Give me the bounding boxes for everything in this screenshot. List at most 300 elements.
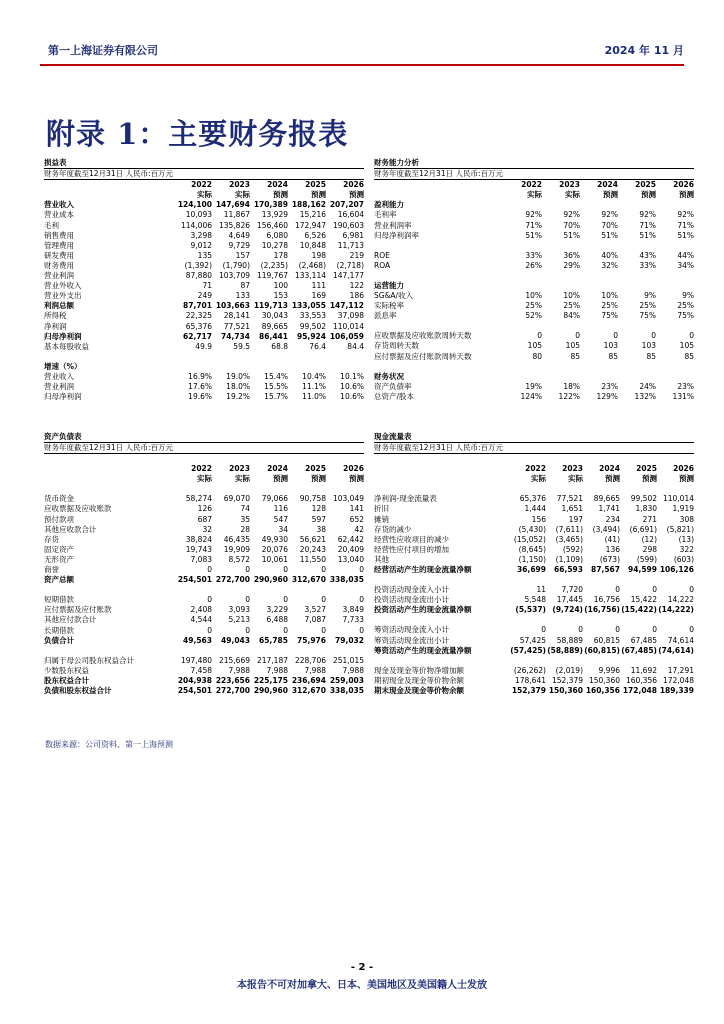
- cell-value: 105: [527, 341, 542, 351]
- cell-value: 119,713: [253, 301, 288, 311]
- table-row: [44, 666, 364, 676]
- cell-value: 189,339: [659, 685, 694, 695]
- year-header-row: [374, 464, 694, 474]
- table-row: [44, 261, 364, 271]
- cell-value: 85: [570, 351, 580, 361]
- cell-value: 29%: [563, 260, 580, 270]
- cell-value: 56,621: [299, 534, 326, 544]
- cell-value: [580, 372, 618, 382]
- cell-value: 20,409: [337, 544, 364, 554]
- cell-value: 65,785: [259, 635, 288, 645]
- cell-value: 实际: [235, 474, 250, 484]
- cell-value: 71%: [677, 220, 694, 230]
- row-label: 资产总额: [44, 575, 74, 585]
- cash-flow-statement: [374, 432, 694, 696]
- cell-value: 122: [349, 281, 364, 291]
- cell-value: 95,924: [297, 331, 326, 341]
- type-header-row: [44, 474, 364, 484]
- cell-value: 188,162: [291, 200, 326, 210]
- spacer-row: [44, 484, 364, 494]
- cell-value: 51%: [563, 230, 580, 240]
- spacer-cell: [44, 585, 364, 595]
- row-label: 研发费用: [44, 250, 74, 260]
- cell-value: 9%: [682, 291, 694, 301]
- cell-value: 223,656: [215, 675, 250, 685]
- cell-value: 7,087: [304, 615, 326, 625]
- row-label: 营业收入: [44, 371, 74, 381]
- cell-value: 43%: [639, 250, 656, 260]
- cell-value: 172,947: [294, 220, 326, 230]
- table-title: 损益表: [44, 158, 364, 169]
- section-heading: [374, 372, 694, 382]
- cell-value: 5,213: [228, 615, 250, 625]
- cell-value: 110,014: [332, 321, 364, 331]
- row-label: 折旧: [374, 504, 389, 514]
- cell-value: 103: [641, 341, 656, 351]
- row-label: 归母净利润: [44, 392, 82, 402]
- row-label: 营业收入: [44, 200, 74, 210]
- cell-value: 0: [578, 625, 583, 635]
- table-row: [374, 666, 694, 676]
- cell-value: 11.1%: [302, 381, 326, 391]
- cell-value: 4,544: [190, 615, 212, 625]
- cell-value: 2022: [525, 464, 546, 474]
- cell-value: 2025: [305, 180, 326, 190]
- row-label: 应付票据及应付账款: [44, 605, 112, 615]
- cell-value: (3,465): [555, 534, 583, 544]
- cell-value: [618, 281, 656, 291]
- cell-value: (7,611): [555, 524, 583, 534]
- cell-value: [618, 372, 656, 382]
- cell-value: 74,614: [667, 635, 694, 645]
- row-label: 期初现金及现金等价物余额: [374, 675, 464, 685]
- cell-value: 172,048: [622, 685, 657, 695]
- cell-value: 67,485: [630, 635, 657, 645]
- spacer-cell: [44, 352, 364, 362]
- table-row: [374, 585, 694, 595]
- table-row: [44, 504, 364, 514]
- table-row: [374, 636, 694, 646]
- cell-value: 128: [311, 504, 326, 514]
- cell-value: 20,076: [261, 544, 288, 554]
- row-label: 营业外支出: [44, 291, 82, 301]
- cell-value: 32: [202, 524, 212, 534]
- cell-value: 预测: [605, 474, 620, 484]
- cell-value: 92%: [677, 210, 694, 220]
- cell-value: 预测: [679, 190, 694, 200]
- table-row: [44, 515, 364, 525]
- cell-value: 58,889: [556, 635, 583, 645]
- cell-value: (74,614): [658, 645, 694, 655]
- cell-value: 23%: [601, 381, 618, 391]
- spacer-row: [374, 241, 694, 251]
- table-row: [374, 341, 694, 351]
- cell-value: 111: [311, 281, 326, 291]
- row-label: [374, 474, 509, 484]
- cell-value: 15,422: [630, 595, 657, 605]
- cell-value: (673): [599, 554, 620, 564]
- cell-value: 26%: [525, 260, 542, 270]
- table-row: [374, 301, 694, 311]
- cell-value: 116: [273, 504, 288, 514]
- cell-value: 25%: [677, 301, 694, 311]
- cell-value: 65,376: [185, 321, 212, 331]
- cell-value: 87,567: [591, 565, 620, 575]
- table-row: [44, 221, 364, 231]
- row-label: 经营活动产生的现金流量净额: [374, 565, 472, 575]
- table-row: [44, 200, 364, 210]
- cell-value: 34%: [677, 260, 694, 270]
- row-label: 归母净利润率: [374, 230, 419, 240]
- row-label: 运营能力: [374, 280, 404, 290]
- cell-value: 51%: [525, 230, 542, 240]
- cell-value: 15.4%: [264, 371, 288, 381]
- row-label: 筹资活动现金流入小计: [374, 625, 449, 635]
- row-label: 投资活动现金流入小计: [374, 585, 449, 595]
- cell-value: 79,066: [261, 494, 288, 504]
- cell-value: 75,976: [297, 635, 326, 645]
- cell-value: 实际: [531, 474, 546, 484]
- cell-value: 0: [207, 625, 212, 635]
- table-row: [44, 301, 364, 311]
- row-label: 毛利: [44, 220, 59, 230]
- cell-value: 15.7%: [264, 392, 288, 402]
- cell-value: 3,298: [190, 230, 212, 240]
- cell-value: 2026: [673, 464, 694, 474]
- table-row: [374, 221, 694, 231]
- cell-value: 133: [235, 291, 250, 301]
- table-row: [374, 595, 694, 605]
- table-row: [374, 525, 694, 535]
- cell-value: 100: [273, 281, 288, 291]
- cell-value: 687: [197, 514, 212, 524]
- row-label: 应付票据及应付账款周转天数: [374, 351, 472, 361]
- cell-value: 219: [349, 250, 364, 260]
- cell-value: 94,599: [628, 565, 657, 575]
- cell-value: 2023: [562, 464, 583, 474]
- cell-value: 70%: [563, 220, 580, 230]
- cell-value: 2,408: [190, 605, 212, 615]
- row-label: 营业利润: [44, 271, 74, 281]
- table-row: [44, 281, 364, 291]
- cell-value: 312,670: [291, 575, 326, 585]
- cell-value: 38,824: [185, 534, 212, 544]
- company-name: 第一上海证券有限公司: [48, 44, 158, 57]
- type-header-row: [44, 190, 364, 200]
- disclaimer: 本报告不可对加拿大、日本、美国地区及美国籍人士发放: [237, 980, 487, 991]
- cell-value: 10,848: [299, 240, 326, 250]
- header-divider: [40, 64, 684, 66]
- cell-value: 11,692: [630, 665, 657, 675]
- cell-value: [656, 372, 694, 382]
- cell-value: 0: [245, 625, 250, 635]
- table-row: [44, 605, 364, 615]
- cell-value: 1,444: [524, 504, 546, 514]
- cell-value: 0: [651, 331, 656, 341]
- row-label: 毛利率: [374, 210, 397, 220]
- cell-value: (603): [673, 554, 694, 564]
- cell-value: 16,756: [593, 595, 620, 605]
- cell-value: 17,291: [667, 665, 694, 675]
- cell-value: 2026: [343, 464, 364, 474]
- cell-value: (2,468): [298, 260, 326, 270]
- row-label: 应收票据及应收账款: [44, 504, 112, 514]
- cell-value: 272,700: [215, 685, 250, 695]
- row-label: 归属于母公司股东权益合计: [44, 655, 134, 665]
- spacer-row: [44, 352, 364, 362]
- cell-value: (592): [562, 544, 583, 554]
- cell-value: 49.9: [195, 341, 212, 351]
- cell-value: 75%: [639, 311, 656, 321]
- cell-value: 2026: [343, 180, 364, 190]
- cell-value: 122%: [558, 391, 580, 401]
- cell-value: 17,445: [556, 595, 583, 605]
- cell-value: 11.0%: [302, 392, 326, 402]
- cell-value: 152,379: [551, 675, 583, 685]
- cell-value: 103: [603, 341, 618, 351]
- cell-value: 7,720: [561, 585, 583, 595]
- row-label: 应收票据及应收账款周转天数: [374, 331, 472, 341]
- cell-value: 0: [541, 625, 546, 635]
- cell-value: (8,645): [518, 544, 546, 554]
- cell-value: 13,040: [337, 554, 364, 564]
- cell-value: 预测: [273, 190, 288, 200]
- cell-value: 33,553: [299, 311, 326, 321]
- cell-value: 19.6%: [188, 392, 212, 402]
- cell-value: 172,048: [662, 675, 694, 685]
- spacer-row: [44, 646, 364, 656]
- cell-value: (2,718): [336, 260, 364, 270]
- table-row: [44, 291, 364, 301]
- cell-value: 预测: [349, 190, 364, 200]
- cell-value: 22,325: [185, 311, 212, 321]
- cell-value: 0: [537, 331, 542, 341]
- cell-value: 84.4: [347, 341, 364, 351]
- spacer-cell: [374, 615, 694, 625]
- cell-value: 186: [349, 291, 364, 301]
- type-header-row: [374, 190, 694, 200]
- cell-value: (67,485): [621, 645, 657, 655]
- type-header-row: [374, 474, 694, 484]
- row-label: SG&A/收入: [374, 291, 414, 301]
- cell-value: 预测: [311, 190, 326, 200]
- cell-value: 153: [273, 291, 288, 301]
- cell-value: 110,014: [662, 494, 694, 504]
- cell-value: 23%: [677, 381, 694, 391]
- cell-value: 10.1%: [340, 371, 364, 381]
- cell-value: 0: [321, 595, 326, 605]
- spacer-row: [374, 271, 694, 281]
- table-row: [374, 311, 694, 321]
- row-label: 其他应付款合计: [44, 615, 97, 625]
- spacer-row: [374, 575, 694, 585]
- table-row: [44, 575, 364, 585]
- cell-value: 10.4%: [302, 371, 326, 381]
- cell-value: [212, 362, 250, 372]
- cell-value: [504, 372, 542, 382]
- cell-value: 338,035: [329, 575, 364, 585]
- cell-value: 2024: [267, 180, 288, 190]
- table-row: [44, 210, 364, 220]
- cell-value: 预测: [641, 190, 656, 200]
- cell-value: 37,098: [337, 311, 364, 321]
- cell-value: [656, 281, 694, 291]
- cell-value: 131%: [672, 391, 694, 401]
- cell-value: 87,701: [183, 301, 212, 311]
- data-table: [44, 180, 364, 402]
- cell-value: 652: [349, 514, 364, 524]
- cell-value: 2026: [673, 180, 694, 190]
- row-label: [374, 190, 504, 200]
- row-label: 股东权益合计: [44, 675, 89, 685]
- cell-value: 2025: [636, 464, 657, 474]
- cell-value: 实际: [235, 190, 250, 200]
- cell-value: 87: [240, 281, 250, 291]
- cell-value: 236,694: [291, 675, 326, 685]
- cell-value: [656, 200, 694, 210]
- cell-value: 9%: [644, 291, 656, 301]
- row-label: 筹资活动现金流出小计: [374, 635, 449, 645]
- table-row: [44, 525, 364, 535]
- data-table: [374, 454, 694, 696]
- cell-value: (5,430): [518, 524, 546, 534]
- cell-value: 实际: [565, 190, 580, 200]
- cell-value: 271: [642, 514, 657, 524]
- cell-value: 5,548: [524, 595, 546, 605]
- cell-value: 298: [642, 544, 657, 554]
- cell-value: (14,222): [658, 605, 694, 615]
- page-number: - 2 -: [350, 962, 374, 973]
- cell-value: 49,930: [261, 534, 288, 544]
- row-label: 营业成本: [44, 210, 74, 220]
- cell-value: 7,988: [304, 665, 326, 675]
- cell-value: 0: [689, 625, 694, 635]
- cell-value: 7,458: [190, 665, 212, 675]
- table-row: [44, 595, 364, 605]
- row-label: 存货周转天数: [374, 341, 419, 351]
- cell-value: 7,083: [190, 554, 212, 564]
- table-row: [44, 372, 364, 382]
- cell-value: 11,867: [223, 210, 250, 220]
- spacer-row: [374, 484, 694, 494]
- cell-value: 290,960: [253, 575, 288, 585]
- cell-value: 68.8: [271, 341, 288, 351]
- cell-value: 124,100: [177, 200, 212, 210]
- cell-value: 2025: [635, 180, 656, 190]
- row-label: 经营性应付项目的增加: [374, 544, 449, 554]
- row-label: 长期借款: [44, 625, 74, 635]
- report-date: 2024 年 11 月: [604, 44, 684, 57]
- table-row: [44, 545, 364, 555]
- cell-value: 71: [202, 281, 212, 291]
- table-row: [44, 311, 364, 321]
- cell-value: 19%: [525, 381, 542, 391]
- cell-value: 103,049: [332, 494, 364, 504]
- cell-value: 14,222: [667, 595, 694, 605]
- cell-value: [580, 281, 618, 291]
- cell-value: 0: [359, 595, 364, 605]
- table-row: [374, 555, 694, 565]
- cell-value: 147,112: [329, 301, 364, 311]
- cell-value: 338,035: [329, 685, 364, 695]
- cell-value: 77,521: [223, 321, 250, 331]
- cell-value: 178: [273, 250, 288, 260]
- row-label: 货币资金: [44, 494, 74, 504]
- row-label: 营业利润率: [374, 220, 412, 230]
- cell-value: 62,717: [183, 331, 212, 341]
- cell-value: 33%: [639, 260, 656, 270]
- cell-value: 2022: [521, 180, 542, 190]
- cell-value: 2024: [597, 180, 618, 190]
- cell-value: 290,960: [253, 685, 288, 695]
- cell-value: 87,880: [185, 271, 212, 281]
- cell-value: 76.4: [309, 341, 326, 351]
- spacer-cell: [374, 362, 694, 372]
- cell-value: 178,641: [514, 675, 546, 685]
- cell-value: 6,981: [342, 230, 364, 240]
- cell-value: 6,488: [266, 615, 288, 625]
- table-row: [44, 251, 364, 261]
- cell-value: 215,669: [218, 655, 250, 665]
- cell-value: 80: [532, 351, 542, 361]
- cell-value: 10,278: [261, 240, 288, 250]
- cell-value: 197: [568, 514, 583, 524]
- table-row: [44, 636, 364, 646]
- page-title: 附录 1：主要财务报表: [46, 117, 349, 151]
- cell-value: 234: [605, 514, 620, 524]
- cell-value: (57,425): [510, 645, 546, 655]
- cell-value: 10.6%: [340, 392, 364, 402]
- section-heading: [374, 200, 694, 210]
- table-row: [374, 382, 694, 392]
- cell-value: 0: [689, 585, 694, 595]
- cell-value: 92%: [563, 210, 580, 220]
- table-row: [374, 494, 694, 504]
- cell-value: 132%: [634, 391, 656, 401]
- cell-value: 28,141: [223, 311, 250, 321]
- cell-value: (3,494): [592, 524, 620, 534]
- cell-value: 157: [235, 250, 250, 260]
- cell-value: 2023: [559, 180, 580, 190]
- cell-value: 预测: [603, 190, 618, 200]
- row-label: ROE: [374, 250, 390, 260]
- cell-value: 10,093: [185, 210, 212, 220]
- cell-value: 1,651: [561, 504, 583, 514]
- cell-value: 0: [615, 625, 620, 635]
- year-header-row: [44, 464, 364, 474]
- cell-value: 71%: [525, 220, 542, 230]
- cell-value: 85: [684, 351, 694, 361]
- cell-value: 135: [197, 250, 212, 260]
- row-label: 负债和股东权益合计: [44, 685, 112, 695]
- cell-value: 0: [652, 585, 657, 595]
- spacer-cell: [374, 271, 694, 281]
- cell-value: 36,699: [517, 565, 546, 575]
- cell-value: 74: [240, 504, 250, 514]
- row-label: [44, 474, 174, 484]
- cell-value: 190,603: [332, 220, 364, 230]
- section-heading: [374, 281, 694, 291]
- cell-value: 74,734: [221, 331, 250, 341]
- cell-value: 59.5: [233, 341, 250, 351]
- row-label: 基本每股收益: [44, 341, 89, 351]
- cell-value: [504, 281, 542, 291]
- table-row: [44, 676, 364, 686]
- table-row: [44, 686, 364, 696]
- cell-value: 0: [283, 625, 288, 635]
- cell-value: 4,649: [228, 230, 250, 240]
- spacer-cell: [374, 484, 694, 494]
